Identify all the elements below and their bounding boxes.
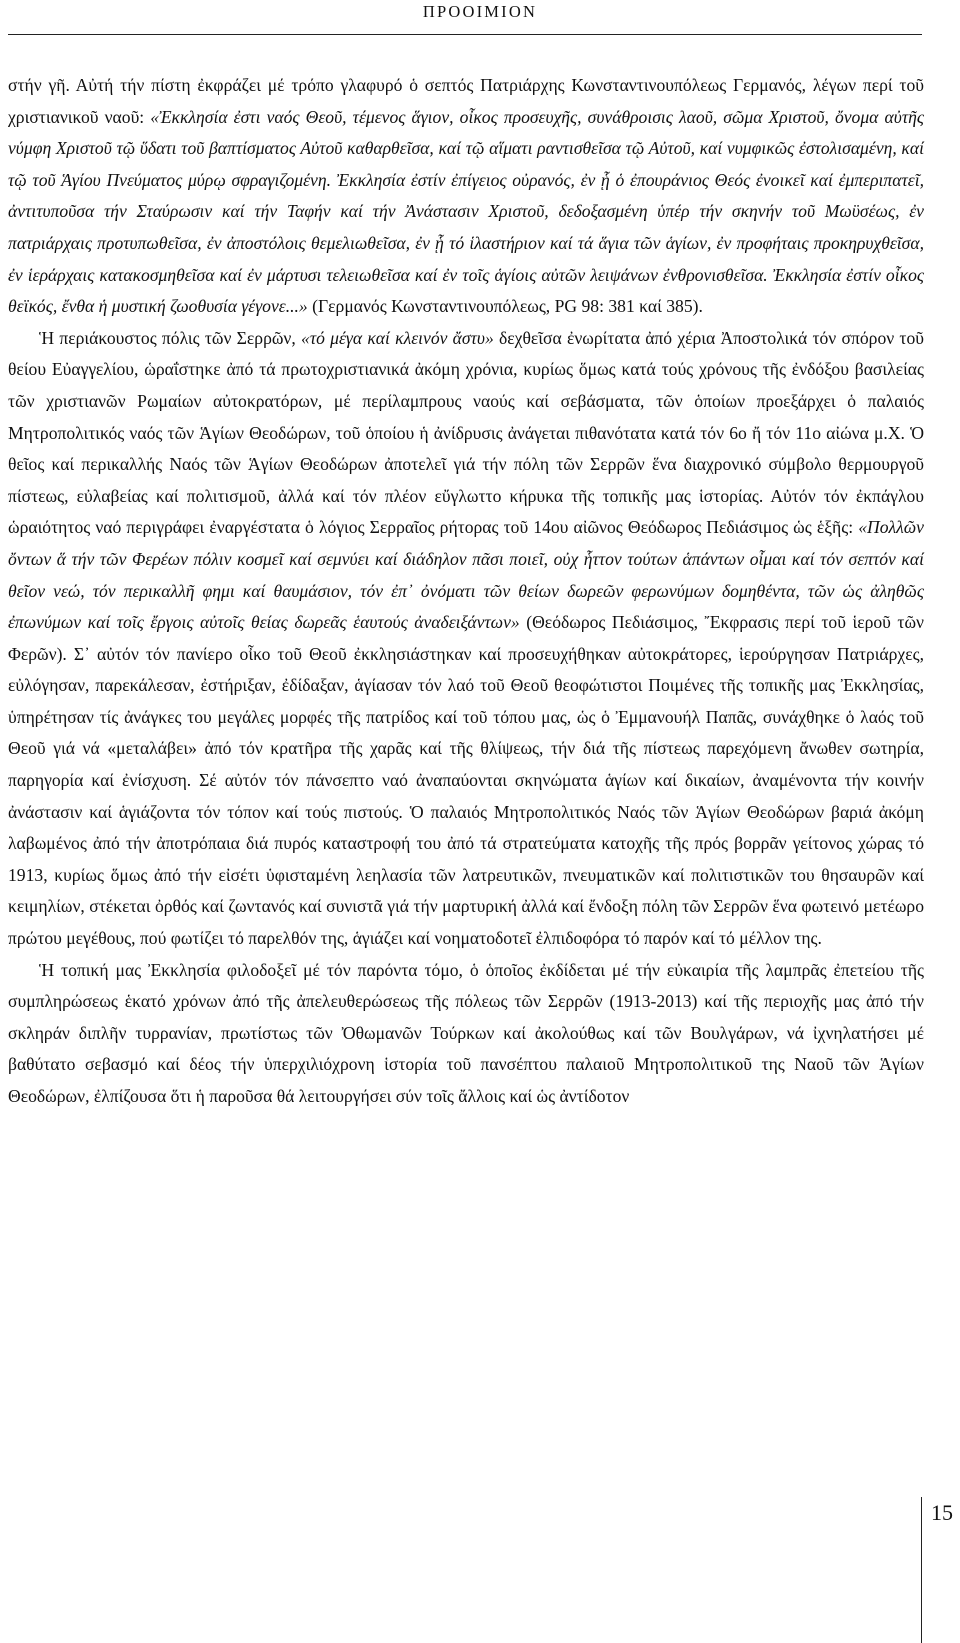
citation-run: (Γερμανός Κωνσταντινουπόλεως, PG 98: 381 καί 385). (307, 296, 703, 317)
text-run: δεχθεῖσα ἐνωρίτατα ἀπό χέρια Ἀποστολικά τόν σπόρον τοῦ θείου Εὐαγγελίου, ὡραΐστηκε ἀπό τά πρωτοχριστιανικά ἀκόμη χρόνια, κυρίως ὅμως κατά τούς χρόνους τῆς ἐνδόξου βασιλείας τῶν χριστιανῶν Ρωμαίων αὐτοκρατόρων, μέ περίλαμπρους ναούς καί σεβάσματα, τῶν ὁποίων προεξάρχει ὁ παλαιός Μητροπολιτικός ναός τῶν Ἁγίων Θεοδώρων, τοῦ ὁποίου ἡ ἀνίδρυσις ἀνάγεται πιθανότατα κατά τόν 6ο ἤ τόν 11ο αἰώνα μ.Χ. Ὁ θεῖος καί περικαλλής Ναός τῶν Ἁγίων Θεοδώρων ἀποτελεῖ γιά τήν πόλη τῶν Σερρῶν ἕνα διαχρονικό σύμβολο θερμουργοῦ πίστεως, εὐλαβείας καί πολιτισμοῦ, ἀλλά καί τόν πλέον εὔγλωττο κήρυκα τῆς τοπικῆς μας ἱστορίας. Αὐτόν τόν ἐκπάγλου ὡραιότητος ναό περιγράφει ἐναργέστατα ὁ λόγιος Σερραῖος ρήτορας τοῦ 14ου αἰῶνος Θεόδωρος Πεδιάσιμος ὡς ἑξῆς: (8, 327, 925, 538)
paragraph-3 (8, 955, 924, 1113)
body-text (8, 70, 924, 1113)
paragraph-2 (8, 323, 924, 955)
text-run: στήν γῆ. Αὐτή τήν πίστη ἐκφράζει μέ τρόπο γλαφυρό ὁ σεπτός Πατριάρχης Κωνσταντινουπόλεως Γερμανός, λέγων περί τοῦ χριστιανικοῦ ναοῦ: (8, 75, 924, 127)
paragraph-1 (8, 70, 924, 323)
page-number-rule (921, 1497, 922, 1643)
quote-run: «Ἐκκλησία ἐστι ναός Θεοῦ, τέμενος ἅγιον, οἶκος προσευχῆς, συνάθροισις λαοῦ, σῶμα Χριστοῦ, ὄνομα αὐτῆς νύμφη Χριστοῦ τῷ ὕδατι τοῦ βαπτίσματος Αὐτοῦ καθαρθεῖσα, καί τῷ αἵματι ραντισθεῖσα τῷ Αὐτοῦ, καί νυμφικῶς ἐστολισαμένη, καί τῷ τοῦ Ἁγίου Πνεύματος μύρῳ σφραγιζομένη. Ἐκκλησία ἐστίν ἐπίγειος οὐρανός, ἐν ᾗ ὁ ἐπουράνιος Θεός ἐνοικεῖ καί ἐμπεριπατεῖ, ἀντιτυποῦσα τήν Σταύρωσιν καί τήν Ταφήν καί τήν Ἀνάστασιν Χριστοῦ, δεδοξασμένη ὑπέρ τήν σκηνήν τοῦ Μωϋσέως, ἐν πατριάρχαις προτυπωθεῖσα, ἐν ἀποστόλοις θεμελιωθεῖσα, ἐν ᾗ τό ἱλαστήριον καί τά ἅγια τῶν ἁγίων, ἐν προφήταις προκηρυχθεῖσα, ἐν ἱεράρχαις κατακοσμηθεῖσα καί ἐν μάρτυσι τελειωθεῖσα καί ἐν τοῖς ἁγίοις αὐτῶν λειψάνων ἐνθρονισθεῖσα. Ἐκκλησία ἐστίν οἶκος θεϊκός, ἔνθα ἡ μυστική ζωοθυσία γέγονε...» (8, 106, 924, 317)
text-run: (Θεόδωρος Πεδιάσιμος, Ἔκφρασις περί τοῦ ἱεροῦ τῶν Φερῶν). Σ᾽ αὐτόν τόν πανίερο οἶκο τοῦ Θεοῦ ἐκκλησιάστηκαν καί προσευχήθηκαν αὐτοκράτορες, ἱερούργησαν Πατριάρχες, εὐλόγησαν, παρεκάλεσαν, ἐστήριξαν, ἐδίδαξαν, ἁγίασαν τόν λαό τοῦ Θεοῦ θεοφώτιστοι Ποιμένες τῆς τοπικῆς μας Ἐκκλησίας, ὑπηρέτησαν τίς ἀνάγκες του μεγάλες μορφές τῆς πατρίδος καί τοῦ τόπου μας, ὡς ὁ Ἐμμανουήλ Παπᾶς, συνάχθηκε ὁ λαός τοῦ Θεοῦ γιά νά «μεταλάβει» ἀπό τόν κρατῆρα τῆς χαρᾶς καί τῆς θλίψεως, τήν διά τῆς πίστεως παρεχόμενη ἄνωθεν σωτηρία, παρηγορία καί ἐνίσχυση. Σέ αὐτόν τόν πάνσεπτο ναό ἀναπαύονται σκηνώματα ἁγίων καί δικαίων, ἀναμένοντα τήν κοινήν ἀνάστασιν καί ἁγιάζοντα τόν τόπον καί τούς πιστούς. Ὁ παλαιός Μητροπολιτικός Ναός τῶν Ἁγίων Θεοδώρων βαριά ἀκόμη λαβωμένος ἀπό τήν ἀποτρόπαια διά πυρός καταστροφή του ἀπό τά στρατεύματα κατοχῆς τῆς πρός βορρᾶν γείτονος χώρας τό 1913, κυρίως ὅμως ἀπό τήν εἰσέτι ὑφισταμένη λεηλασία τῶν λατρευτικῶν, πνευματικῶν καί πολιτιστικῶν του θησαυρῶν καί κειμηλίων, στέκεται ὀρθός καί ζωντανός καί συνιστᾶ γιά τήν μαρτυρική ἀλλά καί ἔνδοξη πόλη τῶν Σερρῶν ἕνα φωτεινό μετέωρο πρώτου μεγέθους, πού φωτίζει τό παρελθόν της, ἁγιάζει καί νοηματοδοτεῖ ἐλπιδοφόρα τό παρόν καί τό μέλλον της. (8, 612, 924, 949)
quote-run: «τό μέγα καί κλεινόν ἄστυ» (301, 327, 494, 348)
text-run: Ἡ τοπική μας Ἐκκλησία φιλοδοξεῖ μέ τόν παρόντα τόμο, ὁ ὁποῖος ἐκδίδεται μέ τήν εὐκαιρία τῆς λαμπρᾶς ἐπετείου τῆς συμπληρώσεως ἑκατό χρόνων ἀπό τῆς ἀπελευθερώσεως τῆς πόλεως τῶν Σερρῶν (1913-2013) καί τῆς περιοχῆς μας ἀπό τήν σκληράν διπλῆν τυρρανίαν, πρωτίστως τῶν Ὀθωμανῶν Τούρκων καί ἀκολούθως καί τῶν Βουλγάρων, νά ἰχνηλατήσει μέ βαθύτατο σεβασμό καί δέος τήν ὑπερχιλιόχρονη ἱστορία τοῦ πανσέπτου παλαιοῦ Μητροπολιτικοῦ της Ναοῦ τῶν Ἁγίων Θεοδώρων, ἐλπίζουσα ὅτι ἡ παροῦσα θά λειτουργήσει σύν τοῖς ἄλλοις καί ὡς ἀντίδοτον (8, 959, 924, 1106)
running-head: ΠΡΟΟΙΜΙΟΝ (422, 2, 538, 21)
text-run: Ἡ περιάκουστος πόλις τῶν Σερρῶν, (39, 327, 302, 348)
quote-run: «Πολλῶν ὄντων ἅ τήν τῶν Φερέων πόλιν κοσμεῖ καί σεμνύει καί διάδηλον πᾶσι ποιεῖ, οὐχ ἧττον τούτων ἁπάντων οἶμαι καί τόν σεπτόν καί θεῖον νεώ, τόν περικαλλῆ φημι καί θαυμάσιον, τόν ἐπ᾽ ὀνόματι τῶν θείων δωρεῶν φερωνύμων δομηθέντα, τῶν ὡς ἀληθῶς ἐπωνύμων καί τοῖς ἔργοις αὐτοῖς θείας δωρεᾶς ἑαυτούς ἀναδειξάντων» (8, 517, 924, 633)
header-rule (8, 34, 922, 35)
page-number: 15 (931, 1500, 953, 1525)
